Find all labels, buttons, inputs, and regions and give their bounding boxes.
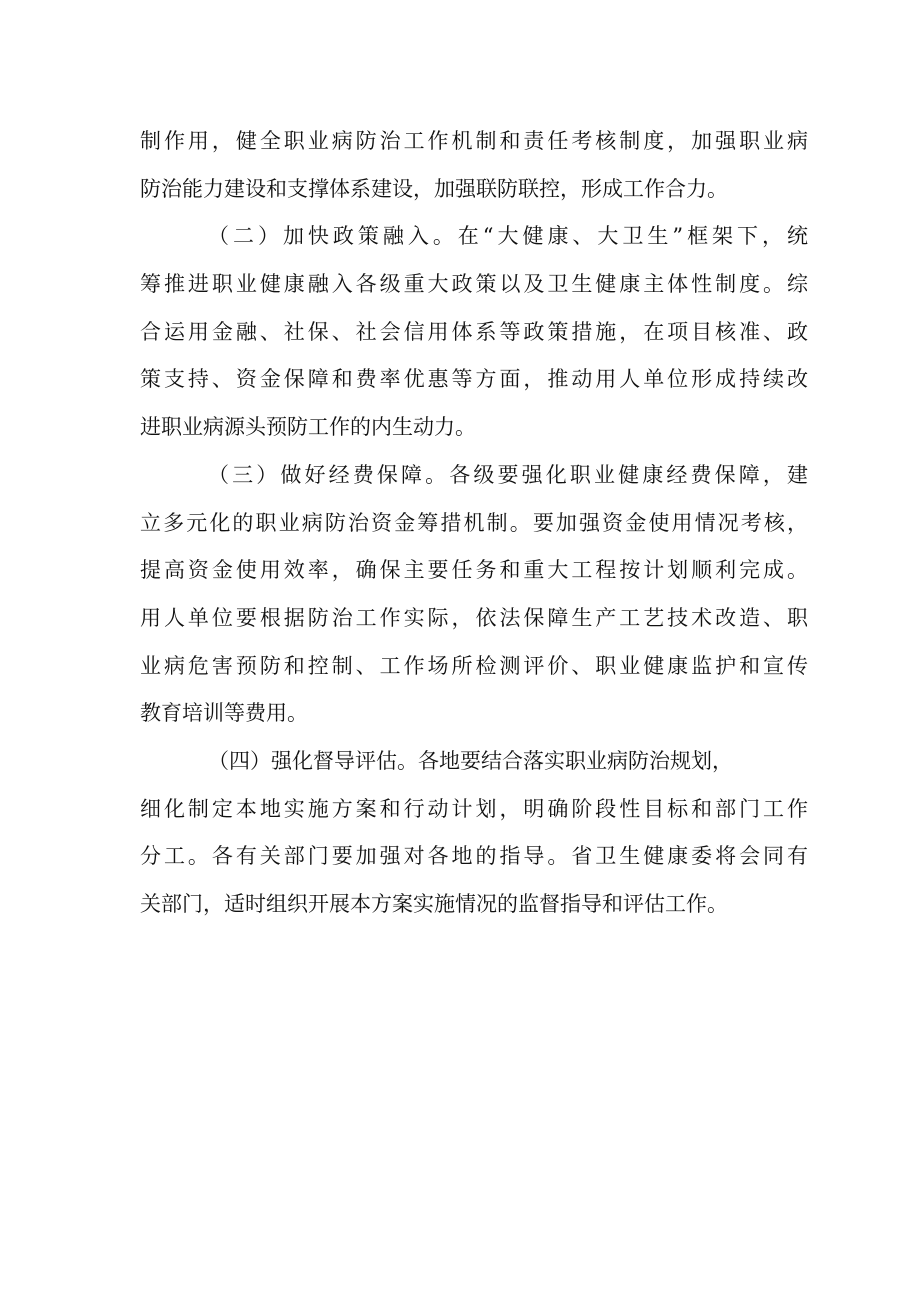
text-line: （三）做好经费保障。各级要强化职业健康经费保障，建 (208, 462, 808, 487)
text-line: 关部门，适时组织开展本方案实施情况的监督指导和评估工作。 (140, 892, 728, 916)
text-line: 筹推进职业健康融入各级重大政策以及卫生健康主体性制度。综 (140, 272, 808, 297)
document-body (140, 118, 808, 929)
text-line: （二）加快政策融入。在“大健康、大卫生”框架下，统 (208, 224, 808, 249)
text-line: 立多元化的职业病防治资金筹措机制。要加强资金使用情况考核， (140, 510, 808, 535)
text-line: 细化制定本地实施方案和行动计划，明确阶段性目标和部门工作 (140, 796, 808, 821)
text-line: 用人单位要根据防治工作实际，依法保障生产工艺技术改造、职 (140, 605, 808, 630)
text-line: 制作用，健全职业病防治工作机制和责任考核制度，加强职业病 (140, 129, 808, 153)
text-line: 合运用金融、社保、社会信用体系等政策措施，在项目核准、政 (140, 319, 808, 344)
text-line: （四）强化督导评估。各地要结合落实职业病防治规划， (208, 748, 733, 773)
paragraph-funding-guarantee (140, 452, 808, 738)
paragraph-policy-integration (140, 213, 808, 451)
text-line: 分工。各有关部门要加强对各地的指导。省卫生健康委将会同有 (140, 844, 808, 869)
text-line: 教育培训等费用。 (140, 701, 308, 726)
text-line: 提高资金使用效率，确保主要任务和重大工程按计划顺利完成。 (140, 558, 808, 583)
text-line: 策支持、资金保障和费率优惠等方面，推动用人单位形成持续改 (140, 367, 808, 392)
text-line: 业病危害预防和控制、工作场所检测评价、职业健康监护和宣传 (140, 653, 808, 678)
text-line: 防治能力建设和支撑体系建设，加强联防联控，形成工作合力。 (140, 176, 728, 201)
text-line: 进职业病源头预防工作的内生动力。 (140, 415, 476, 440)
paragraph-supervision-evaluation (140, 738, 808, 929)
paragraph-continuation (140, 118, 808, 213)
